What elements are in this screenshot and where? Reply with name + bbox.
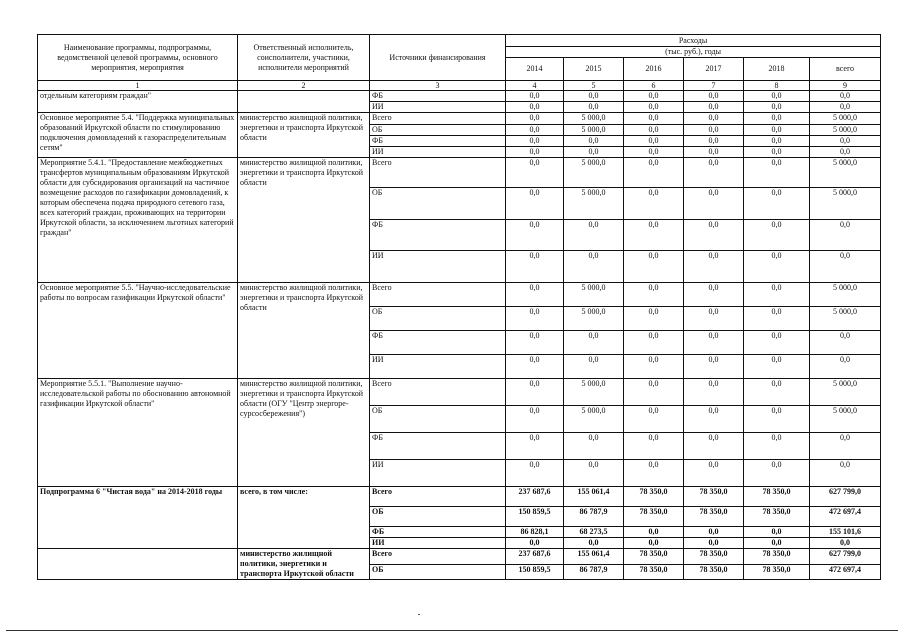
year-value-cell: 0,0 [564, 433, 624, 460]
year-value-cell: 0,0 [506, 433, 564, 460]
header-year: 2017 [684, 58, 744, 81]
table-row [38, 549, 881, 565]
year-value-cell: 0,0 [624, 91, 684, 102]
year-value-cell: 0,0 [684, 433, 744, 460]
col-number: 8 [744, 81, 810, 91]
year-value-cell: 5 000,0 [564, 307, 624, 331]
year-value-cell: 0,0 [506, 102, 564, 113]
year-value-cell: 0,0 [624, 538, 684, 549]
header-expenses: Расходы [506, 35, 881, 47]
total-value-cell: 5 000,0 [810, 283, 881, 307]
year-value-cell: 0,0 [564, 460, 624, 487]
year-value-cell: 0,0 [624, 102, 684, 113]
year-value-cell: 0,0 [624, 527, 684, 538]
year-value-cell: 0,0 [506, 460, 564, 487]
year-value-cell: 0,0 [506, 538, 564, 549]
year-value-cell: 0,0 [506, 355, 564, 379]
col-number: 3 [370, 81, 506, 91]
year-value-cell: 0,0 [624, 355, 684, 379]
total-value-cell: 0,0 [810, 355, 881, 379]
year-value-cell: 0,0 [744, 527, 810, 538]
total-value-cell: 5 000,0 [810, 379, 881, 406]
total-value-cell: 5 000,0 [810, 158, 881, 188]
table-row [38, 91, 881, 102]
year-value-cell: 78 350,0 [744, 549, 810, 565]
year-value-cell: 0,0 [624, 406, 684, 433]
year-value-cell: 78 350,0 [624, 487, 684, 507]
header-total: всего [810, 58, 881, 81]
year-value-cell: 0,0 [684, 307, 744, 331]
year-value-cell: 0,0 [744, 460, 810, 487]
year-value-cell: 237 687,6 [506, 487, 564, 507]
year-value-cell: 0,0 [744, 125, 810, 136]
header-year: 2016 [624, 58, 684, 81]
funding-source-cell: ФБ [370, 220, 506, 251]
activity-name-cell: Мероприятие 5.4.1. "Предоставление межбюджетных трансфертов муниципальным образованиям Иркутской области для субсидирования организаций на частичное возмещение расходов по газификации домовладений, к которым обеспечена подача природного сетевого газа, всех категорий граждан, проживающих на территории Иркутской области, за исключением льготных категорий граждан" [38, 158, 238, 283]
funding-source-cell: ОБ [370, 565, 506, 580]
executor-cell: министерство жилищной политики, энергетики и транспорта Иркутской области (ОГУ "Центр энергоре-сурсосбережения") [238, 379, 370, 487]
executor-cell: всего, в том числе: [238, 487, 370, 549]
header-name: Наименование программы, подпрограммы, ведомственной целевой программы, основного мероприятия, мероприятия [38, 35, 238, 81]
year-value-cell: 0,0 [624, 136, 684, 147]
year-value-cell: 0,0 [684, 460, 744, 487]
year-value-cell: 0,0 [744, 307, 810, 331]
year-value-cell: 0,0 [684, 136, 744, 147]
year-value-cell: 0,0 [506, 125, 564, 136]
total-value-cell: 627 799,0 [810, 549, 881, 565]
total-value-cell: 0,0 [810, 538, 881, 549]
total-value-cell: 0,0 [810, 220, 881, 251]
year-value-cell: 5 000,0 [564, 406, 624, 433]
year-value-cell: 0,0 [624, 460, 684, 487]
total-value-cell: 5 000,0 [810, 406, 881, 433]
year-value-cell: 0,0 [506, 188, 564, 220]
year-value-cell: 78 350,0 [744, 507, 810, 527]
column-numbers-row [38, 81, 881, 91]
table-body [38, 35, 881, 580]
funding-source-cell: ИИ [370, 102, 506, 113]
total-value-cell: 155 101,6 [810, 527, 881, 538]
year-value-cell: 0,0 [624, 113, 684, 125]
header-year: 2014 [506, 58, 564, 81]
total-value-cell: 5 000,0 [810, 307, 881, 331]
year-value-cell: 0,0 [744, 147, 810, 158]
funding-source-cell: ОБ [370, 307, 506, 331]
funding-source-cell: ОБ [370, 507, 506, 527]
year-value-cell: 0,0 [624, 433, 684, 460]
year-value-cell: 78 350,0 [624, 565, 684, 580]
year-value-cell: 86 828,1 [506, 527, 564, 538]
executor-cell [238, 91, 370, 113]
year-value-cell: 86 787,9 [564, 507, 624, 527]
total-value-cell: 0,0 [810, 102, 881, 113]
year-value-cell: 0,0 [744, 91, 810, 102]
year-value-cell: 0,0 [564, 102, 624, 113]
year-value-cell: 0,0 [684, 102, 744, 113]
funding-source-cell: Всего [370, 158, 506, 188]
col-number: 9 [810, 81, 881, 91]
year-value-cell: 0,0 [684, 331, 744, 355]
year-value-cell: 78 350,0 [684, 487, 744, 507]
year-value-cell: 0,0 [624, 220, 684, 251]
year-value-cell: 0,0 [506, 283, 564, 307]
funding-source-cell: ИИ [370, 147, 506, 158]
header-year: 2015 [564, 58, 624, 81]
activity-name-cell: Подпрограмма 6 "Чистая вода" на 2014-2018 годы [38, 487, 238, 549]
table-row [38, 113, 881, 125]
total-value-cell: 472 697,4 [810, 565, 881, 580]
year-value-cell: 78 350,0 [744, 565, 810, 580]
year-value-cell: 78 350,0 [684, 507, 744, 527]
funding-source-cell: Всего [370, 379, 506, 406]
header-executor: Ответственный исполнитель, соисполнители, участники, исполнители мероприятий [238, 35, 370, 81]
total-value-cell: 472 697,4 [810, 507, 881, 527]
activity-name-cell: отдельным категориям граждан" [38, 91, 238, 113]
year-value-cell: 150 859,5 [506, 507, 564, 527]
total-value-cell: 0,0 [810, 433, 881, 460]
year-value-cell: 0,0 [744, 188, 810, 220]
total-value-cell: 0,0 [810, 136, 881, 147]
col-number: 7 [684, 81, 744, 91]
year-value-cell: 0,0 [506, 136, 564, 147]
year-value-cell: 68 273,5 [564, 527, 624, 538]
table-row [38, 487, 881, 507]
table-row [38, 158, 881, 188]
year-value-cell: 0,0 [684, 355, 744, 379]
funding-source-cell: ОБ [370, 406, 506, 433]
year-value-cell: 78 350,0 [624, 507, 684, 527]
year-value-cell: 0,0 [744, 379, 810, 406]
year-value-cell: 0,0 [684, 406, 744, 433]
year-value-cell: 0,0 [506, 331, 564, 355]
year-value-cell: 0,0 [684, 91, 744, 102]
year-value-cell: 0,0 [684, 125, 744, 136]
header-unit: (тыс. руб.), годы [506, 47, 881, 58]
year-value-cell: 0,0 [624, 188, 684, 220]
year-value-cell: 155 061,4 [564, 549, 624, 565]
year-value-cell: 5 000,0 [564, 188, 624, 220]
year-value-cell: 0,0 [744, 406, 810, 433]
year-value-cell: 0,0 [564, 538, 624, 549]
year-value-cell: 0,0 [684, 147, 744, 158]
scan-edge-line [6, 630, 898, 631]
activity-name-cell: Основное мероприятие 5.5. "Научно-исследовательские работы по вопросам газификации Иркутской области" [38, 283, 238, 379]
year-value-cell: 0,0 [506, 113, 564, 125]
scan-dot [418, 614, 420, 615]
year-value-cell: 0,0 [684, 379, 744, 406]
year-value-cell: 0,0 [684, 283, 744, 307]
funding-source-cell: ФБ [370, 91, 506, 102]
year-value-cell: 0,0 [744, 433, 810, 460]
year-value-cell: 0,0 [684, 251, 744, 283]
funding-source-cell: ИИ [370, 460, 506, 487]
table-row [38, 379, 881, 406]
year-value-cell: 0,0 [684, 220, 744, 251]
funding-source-cell: ФБ [370, 136, 506, 147]
year-value-cell: 0,0 [744, 331, 810, 355]
header-year: 2018 [744, 58, 810, 81]
total-value-cell: 0,0 [810, 331, 881, 355]
year-value-cell: 0,0 [564, 147, 624, 158]
col-number: 1 [38, 81, 238, 91]
year-value-cell: 0,0 [624, 251, 684, 283]
year-value-cell: 0,0 [744, 102, 810, 113]
year-value-cell: 0,0 [684, 538, 744, 549]
total-value-cell: 627 799,0 [810, 487, 881, 507]
year-value-cell: 0,0 [684, 188, 744, 220]
year-value-cell: 0,0 [506, 251, 564, 283]
year-value-cell: 0,0 [744, 355, 810, 379]
year-value-cell: 0,0 [684, 158, 744, 188]
activity-name-cell [38, 549, 238, 580]
year-value-cell: 0,0 [744, 538, 810, 549]
funding-source-cell: ИИ [370, 251, 506, 283]
year-value-cell: 0,0 [624, 283, 684, 307]
funding-source-cell: ФБ [370, 527, 506, 538]
activity-name-cell: Основное мероприятие 5.4. "Поддержка муниципальных образований Иркутской области по стимулированию подключения домовладений к газораспределительным сетям" [38, 113, 238, 158]
year-value-cell: 0,0 [564, 91, 624, 102]
executor-cell: министерство жилищной политики, энергетики и транспорта Иркутской области [238, 113, 370, 158]
col-number: 5 [564, 81, 624, 91]
year-value-cell: 0,0 [624, 379, 684, 406]
funding-source-cell: ФБ [370, 433, 506, 460]
funding-source-cell: Всего [370, 549, 506, 565]
year-value-cell: 0,0 [506, 406, 564, 433]
year-value-cell: 0,0 [564, 355, 624, 379]
funding-source-cell: ФБ [370, 331, 506, 355]
executor-cell: министерство жилищной политики, энергетики и транспорта Иркутской области [238, 158, 370, 283]
year-value-cell: 5 000,0 [564, 158, 624, 188]
year-value-cell: 0,0 [624, 125, 684, 136]
funding-source-cell: ОБ [370, 125, 506, 136]
year-value-cell: 5 000,0 [564, 125, 624, 136]
funding-source-cell: Всего [370, 487, 506, 507]
total-value-cell: 5 000,0 [810, 188, 881, 220]
year-value-cell: 0,0 [744, 136, 810, 147]
total-value-cell: 0,0 [810, 91, 881, 102]
year-value-cell: 0,0 [624, 147, 684, 158]
funding-source-cell: ИИ [370, 538, 506, 549]
table-row [38, 283, 881, 307]
year-value-cell: 0,0 [624, 331, 684, 355]
header-source: Источники финансирования [370, 35, 506, 81]
funding-source-cell: ОБ [370, 188, 506, 220]
financing-table [37, 34, 881, 580]
year-value-cell: 0,0 [506, 91, 564, 102]
col-number: 6 [624, 81, 684, 91]
year-value-cell: 0,0 [564, 331, 624, 355]
year-value-cell: 0,0 [684, 113, 744, 125]
funding-source-cell: Всего [370, 283, 506, 307]
col-number: 4 [506, 81, 564, 91]
year-value-cell: 78 350,0 [744, 487, 810, 507]
year-value-cell: 0,0 [744, 113, 810, 125]
year-value-cell: 0,0 [684, 527, 744, 538]
year-value-cell: 237 687,6 [506, 549, 564, 565]
total-value-cell: 0,0 [810, 147, 881, 158]
year-value-cell: 78 350,0 [684, 549, 744, 565]
total-value-cell: 0,0 [810, 460, 881, 487]
total-value-cell: 5 000,0 [810, 113, 881, 125]
year-value-cell: 0,0 [744, 283, 810, 307]
funding-source-cell: ИИ [370, 355, 506, 379]
year-value-cell: 0,0 [506, 147, 564, 158]
year-value-cell: 5 000,0 [564, 283, 624, 307]
year-value-cell: 0,0 [506, 379, 564, 406]
year-value-cell: 150 859,5 [506, 565, 564, 580]
year-value-cell: 78 350,0 [684, 565, 744, 580]
year-value-cell: 0,0 [506, 158, 564, 188]
year-value-cell: 0,0 [624, 307, 684, 331]
activity-name-cell: Мероприятие 5.5.1. "Выполнение научно-исследовательской работы по обоснованию автономной газификации Иркутской области" [38, 379, 238, 487]
col-number: 2 [238, 81, 370, 91]
year-value-cell: 0,0 [564, 136, 624, 147]
year-value-cell: 0,0 [564, 220, 624, 251]
year-value-cell: 0,0 [506, 307, 564, 331]
year-value-cell: 0,0 [744, 220, 810, 251]
year-value-cell: 5 000,0 [564, 113, 624, 125]
total-value-cell: 0,0 [810, 251, 881, 283]
year-value-cell: 0,0 [564, 251, 624, 283]
year-value-cell: 155 061,4 [564, 487, 624, 507]
year-value-cell: 78 350,0 [624, 549, 684, 565]
executor-cell: министерство жилищной политики, энергетики и транспорта Иркутской области [238, 283, 370, 379]
year-value-cell: 86 787,9 [564, 565, 624, 580]
executor-cell: министерство жилищной политики, энергетики и транспорта Иркутской области [238, 549, 370, 580]
total-value-cell: 5 000,0 [810, 125, 881, 136]
year-value-cell: 5 000,0 [564, 379, 624, 406]
funding-source-cell: Всего [370, 113, 506, 125]
year-value-cell: 0,0 [624, 158, 684, 188]
year-value-cell: 0,0 [744, 158, 810, 188]
year-value-cell: 0,0 [506, 220, 564, 251]
year-value-cell: 0,0 [744, 251, 810, 283]
